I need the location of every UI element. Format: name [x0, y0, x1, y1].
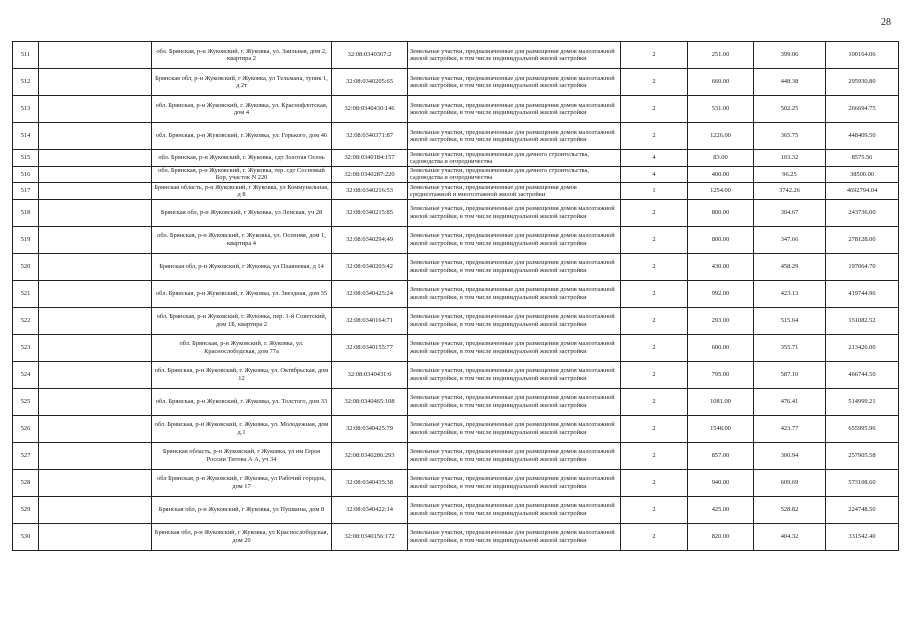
row-number: 515: [13, 150, 39, 167]
cadastral-value-cell: 466744.50: [826, 361, 899, 388]
empty-cell: [39, 183, 152, 200]
land-use-cell: Земельные участки, предназначенные для размещения домов малоэтажной жилой застройки, в том числе индивидуальной жилой застройки: [408, 307, 621, 334]
cadastral-value-cell: 266694.75: [826, 96, 899, 123]
specific-value-cell: 458.29: [754, 253, 826, 280]
empty-cell: [39, 96, 152, 123]
land-use-cell: Земельные участки, предназначенные для дачного строительства, садоводства и огородничества: [408, 166, 621, 183]
row-number: 524: [13, 361, 39, 388]
cadastral-number-cell: 32:08:0340205:65: [332, 69, 408, 96]
row-number: 525: [13, 388, 39, 415]
category-cell: 2: [621, 307, 688, 334]
empty-cell: [39, 334, 152, 361]
category-cell: 2: [621, 361, 688, 388]
category-cell: 2: [621, 334, 688, 361]
specific-value-cell: 96.25: [754, 166, 826, 183]
category-cell: 2: [621, 96, 688, 123]
category-cell: 2: [621, 280, 688, 307]
land-registry-table: [12, 41, 899, 551]
address-cell: обл Брянская, р-н Жуковский, г Жуковка, ул Рабочий городок, дом 17: [152, 469, 332, 496]
land-use-cell: Земельные участки, предназначенные для размещения домов малоэтажной жилой застройки, в том числе индивидуальной жилой застройки: [408, 361, 621, 388]
specific-value-cell: 103.32: [754, 150, 826, 167]
empty-cell: [39, 523, 152, 550]
cadastral-value-cell: 38500.00: [826, 166, 899, 183]
table-row: [13, 150, 899, 167]
specific-value-cell: 423.77: [754, 415, 826, 442]
table-row: [13, 442, 899, 469]
specific-value-cell: 448.38: [754, 69, 826, 96]
table-row: [13, 307, 899, 334]
cadastral-number-cell: 32:08:0340184:157: [332, 150, 408, 167]
table-row: [13, 361, 899, 388]
table-row: [13, 280, 899, 307]
cadastral-number-cell: 32:08:0340216:53: [332, 183, 408, 200]
cadastral-number-cell: 32:08:0340465:108: [332, 388, 408, 415]
empty-cell: [39, 469, 152, 496]
area-cell: 600.00: [688, 334, 754, 361]
empty-cell: [39, 388, 152, 415]
area-cell: 857.00: [688, 442, 754, 469]
empty-cell: [39, 199, 152, 226]
address-cell: Брянская обл, р-н Жуковский, г Жуковка, ул Тельмана, тупик 1, д 2т: [152, 69, 332, 96]
category-cell: 2: [621, 226, 688, 253]
cadastral-value-cell: 573108.60: [826, 469, 899, 496]
area-cell: 1548.00: [688, 415, 754, 442]
land-use-cell: Земельные участки, предназначенные для размещения домов малоэтажной жилой застройки, в том числе индивидуальной жилой застройки: [408, 199, 621, 226]
category-cell: 2: [621, 42, 688, 69]
table-row: [13, 469, 899, 496]
row-number: 511: [13, 42, 39, 69]
area-cell: 1254.00: [688, 183, 754, 200]
specific-value-cell: 515.64: [754, 307, 826, 334]
address-cell: обл. Брянская, р-н Жуковский, г. Жуковка, ул. Краснофлотская, дом 4: [152, 96, 332, 123]
specific-value-cell: 423.13: [754, 280, 826, 307]
specific-value-cell: 355.71: [754, 334, 826, 361]
cadastral-number-cell: 32:08:0340286:293: [332, 442, 408, 469]
cadastral-value-cell: 100164.06: [826, 42, 899, 69]
table-row: [13, 183, 899, 200]
row-number: 520: [13, 253, 39, 280]
cadastral-number-cell: 32:08:0340287:220: [332, 166, 408, 183]
empty-cell: [39, 123, 152, 150]
specific-value-cell: 399.06: [754, 42, 826, 69]
cadastral-number-cell: 32:08:0340203:42: [332, 253, 408, 280]
empty-cell: [39, 415, 152, 442]
address-cell: обл. Брянская, р-н Жуковский, г. Жуковка, тер. сдт Сосновый Бор, участок N 220: [152, 166, 332, 183]
row-number: 528: [13, 469, 39, 496]
cadastral-number-cell: 32:08:0340422:14: [332, 496, 408, 523]
area-cell: 531.00: [688, 96, 754, 123]
address-cell: обл. Брянская, р-н Жуковский, г. Жуковка, сдт Золотая Осень: [152, 150, 332, 167]
category-cell: 2: [621, 69, 688, 96]
area-cell: 820.00: [688, 523, 754, 550]
table-row: [13, 388, 899, 415]
empty-cell: [39, 442, 152, 469]
address-cell: обл. Брянская, р-н Жуковский, г. Жуковка, пер. 1-й Советский, дом 1Б, квартира 2: [152, 307, 332, 334]
row-number: 529: [13, 496, 39, 523]
land-use-cell: Земельные участки, предназначенные для размещения домов среднеэтажной и многоэтажной жилой застройки: [408, 183, 621, 200]
address-cell: Брянская обл, р-н Жуковский, г Жуковка, ул Пушкина, дом 8: [152, 496, 332, 523]
address-cell: Брянская обл, р-н Жуковский, г Жуковка, ул Краснослободская, дом 20: [152, 523, 332, 550]
land-use-cell: Земельные участки, предназначенные для размещения домов малоэтажной жилой застройки, в том числе индивидуальной жилой застройки: [408, 334, 621, 361]
table-row: [13, 334, 899, 361]
cadastral-value-cell: 514999.21: [826, 388, 899, 415]
address-cell: обл. Брянская, р-н Жуковский, г. Жуковка, ул. Молодежная, дом д.1: [152, 415, 332, 442]
cadastral-number-cell: 32:08:0340425:24: [332, 280, 408, 307]
category-cell: 2: [621, 469, 688, 496]
empty-cell: [39, 496, 152, 523]
empty-cell: [39, 361, 152, 388]
land-use-cell: Земельные участки, предназначенные для размещения домов малоэтажной жилой застройки, в том числе индивидуальной жилой застройки: [408, 123, 621, 150]
row-number: 521: [13, 280, 39, 307]
category-cell: 4: [621, 150, 688, 167]
land-use-cell: Земельные участки, предназначенные для размещения домов малоэтажной жилой застройки, в том числе индивидуальной жилой застройки: [408, 523, 621, 550]
land-use-cell: Земельные участки, предназначенные для размещения домов малоэтажной жилой застройки, в том числе индивидуальной жилой застройки: [408, 253, 621, 280]
specific-value-cell: 3742.26: [754, 183, 826, 200]
cadastral-number-cell: 32:08:0340371:87: [332, 123, 408, 150]
empty-cell: [39, 69, 152, 96]
row-number: 523: [13, 334, 39, 361]
address-cell: обл. Брянская, р-н Жуковский, г. Жуковка, ул. Заильная, дом 2, квартира 2: [152, 42, 332, 69]
row-number: 530: [13, 523, 39, 550]
specific-value-cell: 587.10: [754, 361, 826, 388]
cadastral-value-cell: 197064.70: [826, 253, 899, 280]
category-cell: 1: [621, 183, 688, 200]
table-body: [13, 42, 899, 551]
category-cell: 2: [621, 442, 688, 469]
area-cell: 800.00: [688, 226, 754, 253]
cadastral-number-cell: 32:08:0340431:6: [332, 361, 408, 388]
area-cell: 251.00: [688, 42, 754, 69]
area-cell: 660.00: [688, 69, 754, 96]
land-use-cell: Земельные участки, предназначенные для размещения домов малоэтажной жилой застройки, в том числе индивидуальной жилой застройки: [408, 280, 621, 307]
cadastral-number-cell: 32:08:0340367:2: [332, 42, 408, 69]
row-number: 514: [13, 123, 39, 150]
cadastral-number-cell: 32:08:0340155:77: [332, 334, 408, 361]
table-row: [13, 496, 899, 523]
row-number: 522: [13, 307, 39, 334]
table-row: [13, 69, 899, 96]
table-row: [13, 226, 899, 253]
row-number: 519: [13, 226, 39, 253]
row-number: 517: [13, 183, 39, 200]
cadastral-number-cell: 32:08:0340294:49: [332, 226, 408, 253]
area-cell: 400.00: [688, 166, 754, 183]
table-row: [13, 166, 899, 183]
category-cell: 2: [621, 253, 688, 280]
cadastral-number-cell: 32:08:0340156:172: [332, 523, 408, 550]
row-number: 527: [13, 442, 39, 469]
cadastral-value-cell: 331542.40: [826, 523, 899, 550]
category-cell: 2: [621, 415, 688, 442]
specific-value-cell: 404.32: [754, 523, 826, 550]
land-use-cell: Земельные участки, предназначенные для размещения домов малоэтажной жилой застройки, в том числе индивидуальной жилой застройки: [408, 42, 621, 69]
cadastral-value-cell: 655995.96: [826, 415, 899, 442]
land-use-cell: Земельные участки, предназначенные для размещения домов малоэтажной жилой застройки, в том числе индивидуальной жилой застройки: [408, 388, 621, 415]
table-row: [13, 96, 899, 123]
specific-value-cell: 528.82: [754, 496, 826, 523]
specific-value-cell: 304.67: [754, 199, 826, 226]
land-use-cell: Земельные участки, предназначенные для размещения домов малоэтажной жилой застройки, в том числе индивидуальной жилой застройки: [408, 69, 621, 96]
empty-cell: [39, 42, 152, 69]
address-cell: Брянская область, р-н Жуковский, г Жуковка, ул Коммунальная, д 8: [152, 183, 332, 200]
cadastral-value-cell: 278128.00: [826, 226, 899, 253]
address-cell: обл. Брянская, р-н Жуковский, г. Жуковка, ул. Октябрьская, дом 12: [152, 361, 332, 388]
address-cell: обл. Брянская, р-н Жуковский, г. Жуковка, ул. Горького, дом 46: [152, 123, 332, 150]
cadastral-number-cell: 32:08:0340430:146: [332, 96, 408, 123]
land-use-cell: Земельные участки, предназначенные для размещения домов малоэтажной жилой застройки, в том числе индивидуальной жилой застройки: [408, 96, 621, 123]
row-number: 513: [13, 96, 39, 123]
page-number: 28: [881, 17, 891, 28]
area-cell: 800.00: [688, 199, 754, 226]
area-cell: 795.00: [688, 361, 754, 388]
address-cell: обл. Брянская, р-н Жуковский, г. Жуковка, ул. Звездная, дом 35: [152, 280, 332, 307]
cadastral-value-cell: 4692794.04: [826, 183, 899, 200]
area-cell: 1081.00: [688, 388, 754, 415]
land-use-cell: Земельные участки, предназначенные для размещения домов малоэтажной жилой застройки, в том числе индивидуальной жилой застройки: [408, 415, 621, 442]
empty-cell: [39, 166, 152, 183]
area-cell: 293.00: [688, 307, 754, 334]
cadastral-value-cell: 448409.50: [826, 123, 899, 150]
area-cell: 940.00: [688, 469, 754, 496]
specific-value-cell: 365.75: [754, 123, 826, 150]
cadastral-value-cell: 224748.50: [826, 496, 899, 523]
cadastral-value-cell: 8575.56: [826, 150, 899, 167]
address-cell: обл. Брянская, р-н Жуковский, г. Жуковка, ул. Краснослободская, дом 77а: [152, 334, 332, 361]
specific-value-cell: 609.69: [754, 469, 826, 496]
table-row: [13, 199, 899, 226]
table-row: [13, 415, 899, 442]
cadastral-number-cell: 32:08:0340164:71: [332, 307, 408, 334]
cadastral-value-cell: 419744.96: [826, 280, 899, 307]
row-number: 518: [13, 199, 39, 226]
cadastral-value-cell: 257905.58: [826, 442, 899, 469]
cadastral-value-cell: 295930.80: [826, 69, 899, 96]
area-cell: 83.00: [688, 150, 754, 167]
area-cell: 425.00: [688, 496, 754, 523]
land-use-cell: Земельные участки, предназначенные для размещения домов малоэтажной жилой застройки, в том числе индивидуальной жилой застройки: [408, 469, 621, 496]
cadastral-number-cell: 32:08:0340425:79: [332, 415, 408, 442]
area-cell: 992.00: [688, 280, 754, 307]
row-number: 516: [13, 166, 39, 183]
specific-value-cell: 476.41: [754, 388, 826, 415]
category-cell: 2: [621, 199, 688, 226]
area-cell: 1226.00: [688, 123, 754, 150]
cadastral-value-cell: 213426.00: [826, 334, 899, 361]
row-number: 526: [13, 415, 39, 442]
empty-cell: [39, 150, 152, 167]
land-use-cell: Земельные участки, предназначенные для дачного строительства, садоводства и огородничества: [408, 150, 621, 167]
area-cell: 430.00: [688, 253, 754, 280]
table-row: [13, 42, 899, 69]
specific-value-cell: 347.66: [754, 226, 826, 253]
address-cell: Брянская область, р-н Жуковский, г Жуковка, ул им Героя России Титова А А, уч 34: [152, 442, 332, 469]
address-cell: обл. Брянская, р-н Жуковский, г. Жуковка, ул. Осенняя, дом 1, квартира 4: [152, 226, 332, 253]
empty-cell: [39, 280, 152, 307]
table-row: [13, 523, 899, 550]
table-row: [13, 253, 899, 280]
address-cell: обл. Брянская, р-н Жуковский, г. Жуковка, ул. Толстого, дом 33: [152, 388, 332, 415]
empty-cell: [39, 253, 152, 280]
land-use-cell: Земельные участки, предназначенные для размещения домов малоэтажной жилой застройки, в том числе индивидуальной жилой застройки: [408, 226, 621, 253]
table-row: [13, 123, 899, 150]
category-cell: 4: [621, 166, 688, 183]
category-cell: 2: [621, 123, 688, 150]
category-cell: 2: [621, 523, 688, 550]
category-cell: 2: [621, 388, 688, 415]
empty-cell: [39, 226, 152, 253]
cadastral-number-cell: 32:08:0340215:85: [332, 199, 408, 226]
address-cell: Брянская обл, р-н Жуковский, г Жуковка, ул Ленская, уч 28: [152, 199, 332, 226]
land-use-cell: Земельные участки, предназначенные для размещения домов малоэтажной жилой застройки, в том числе индивидуальной жилой застройки: [408, 496, 621, 523]
empty-cell: [39, 307, 152, 334]
category-cell: 2: [621, 496, 688, 523]
cadastral-value-cell: 151082.52: [826, 307, 899, 334]
cadastral-number-cell: 32:08:0340435:38: [332, 469, 408, 496]
cadastral-value-cell: 243736.00: [826, 199, 899, 226]
specific-value-cell: 502.25: [754, 96, 826, 123]
land-use-cell: Земельные участки, предназначенные для размещения домов малоэтажной жилой застройки, в том числе индивидуальной жилой застройки: [408, 442, 621, 469]
row-number: 512: [13, 69, 39, 96]
address-cell: Брянская обл, р-н Жуковский, г Жуковка, ул Плавневая, д 14: [152, 253, 332, 280]
specific-value-cell: 300.94: [754, 442, 826, 469]
